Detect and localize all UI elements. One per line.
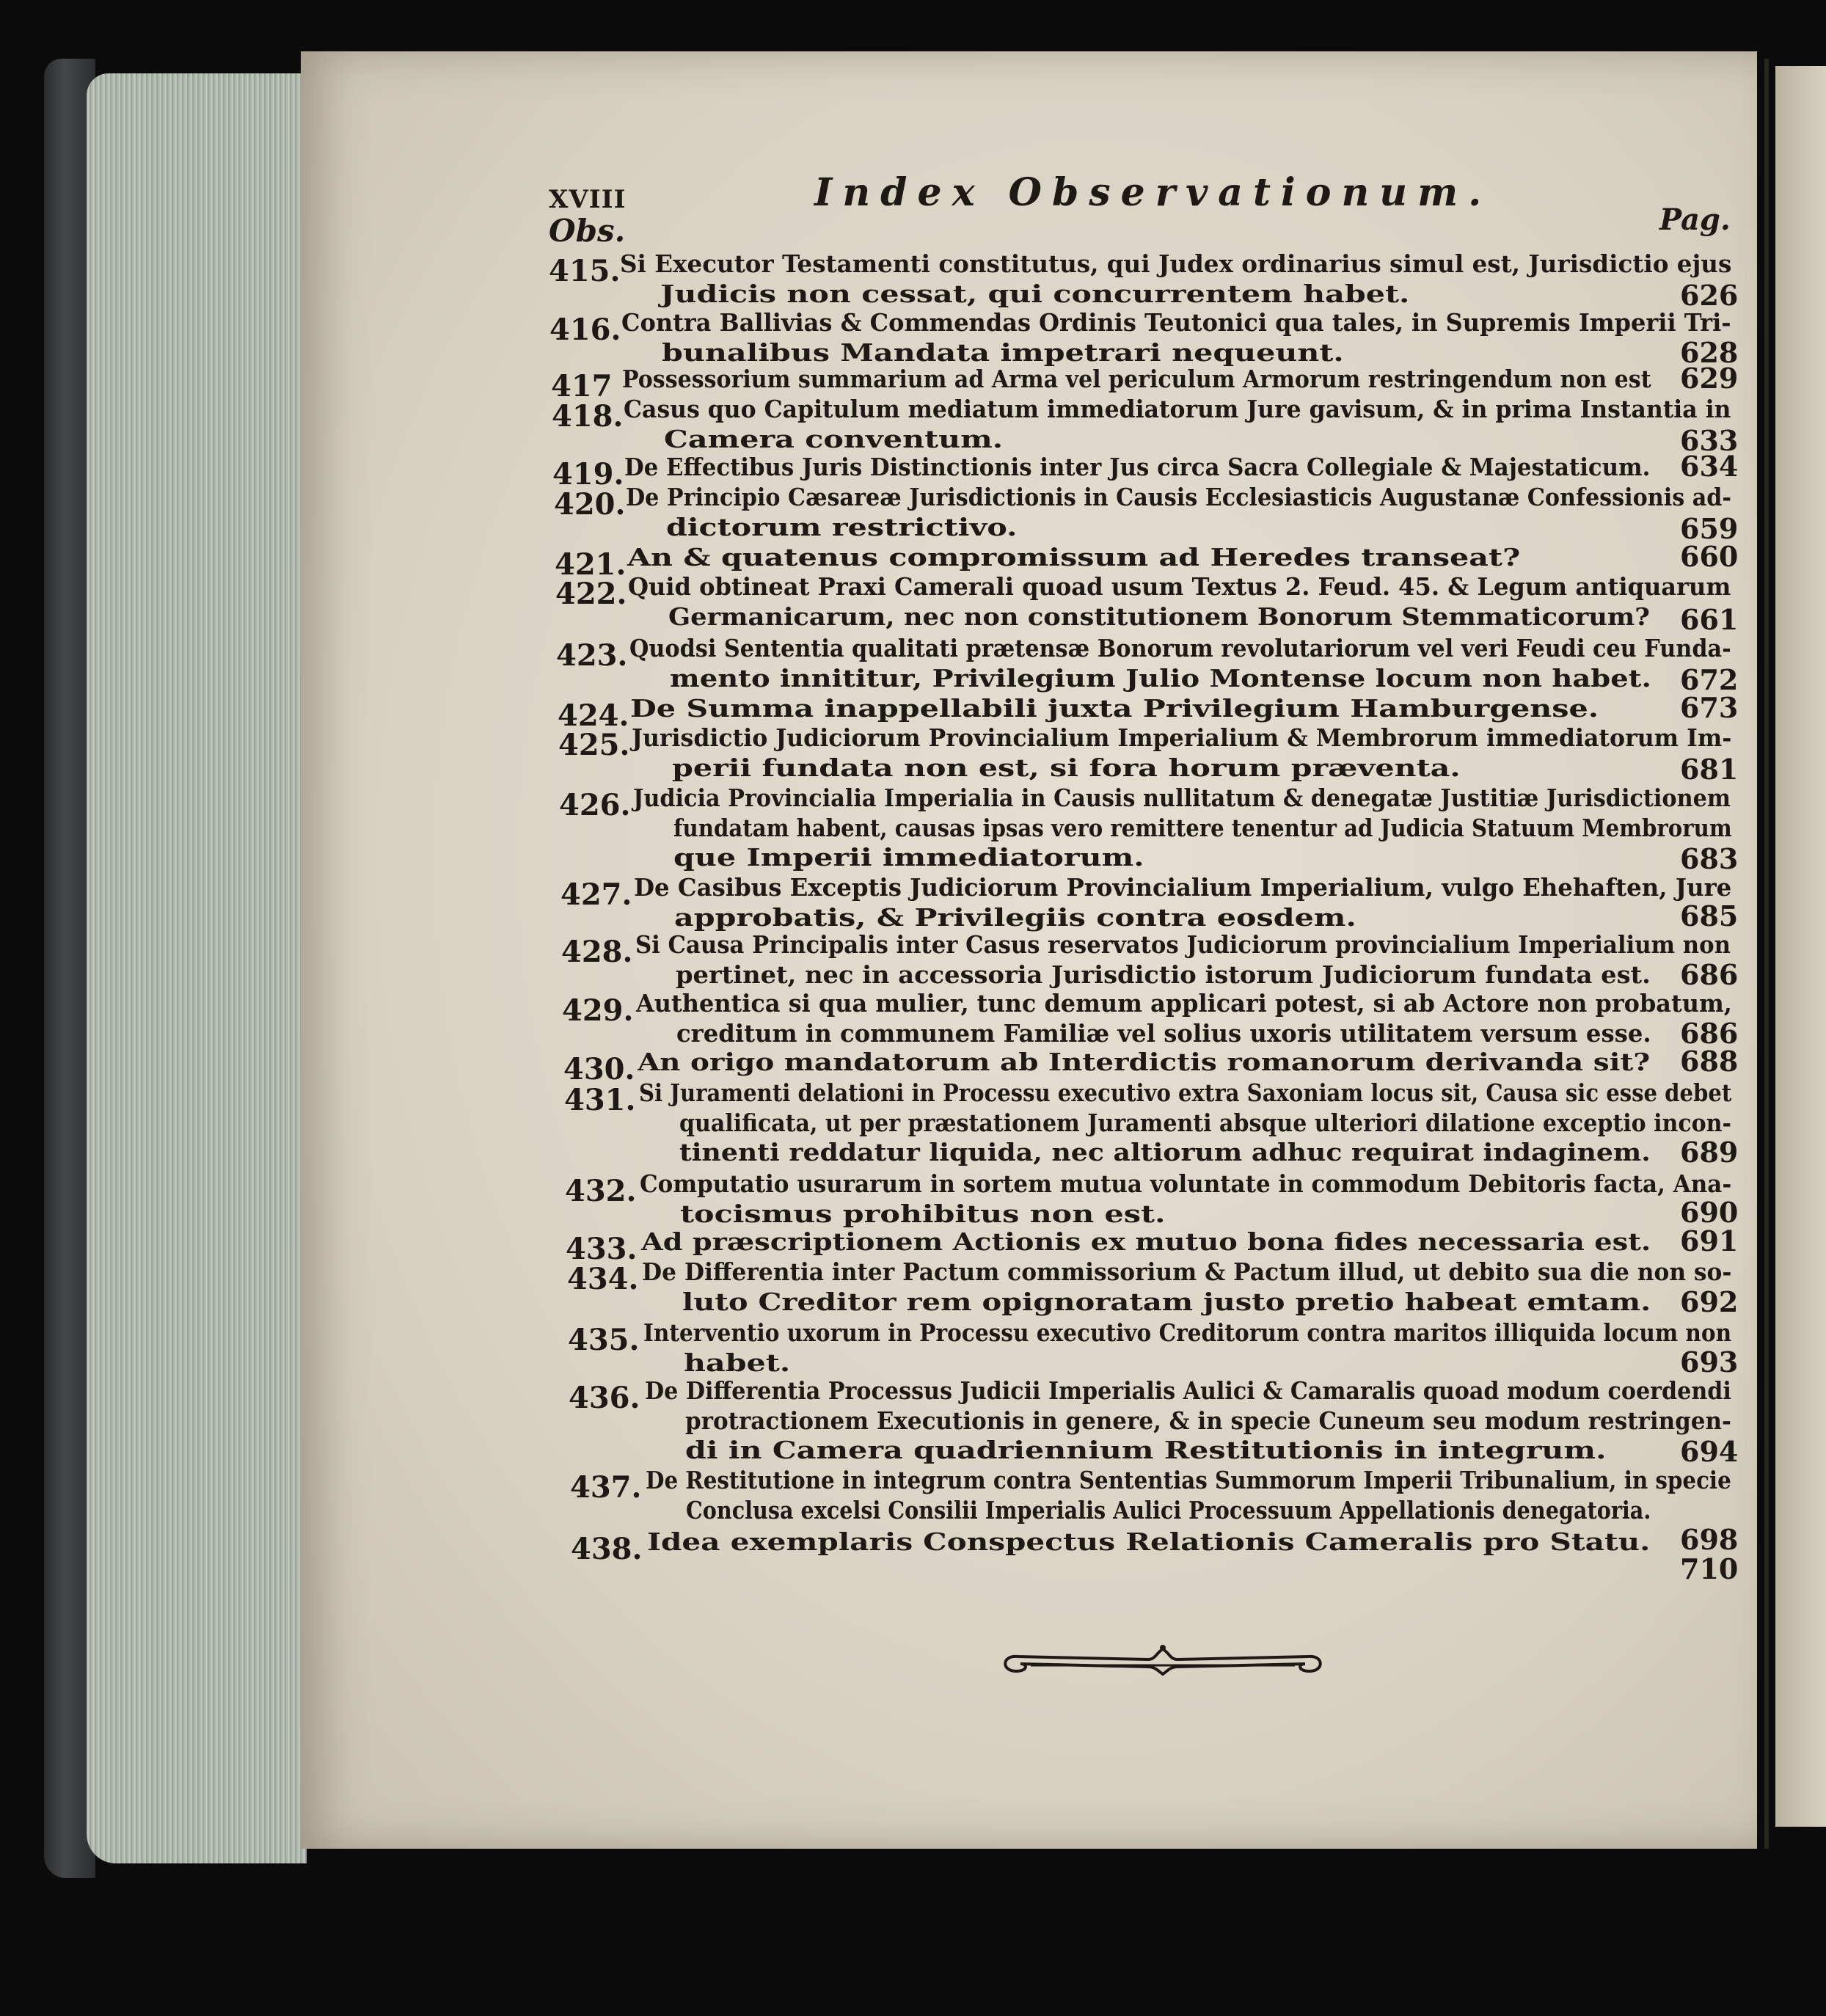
entry-number: 432. xyxy=(565,1174,637,1208)
entry-number: 428. xyxy=(561,935,633,969)
entry-page-number: 694 xyxy=(1680,1435,1739,1468)
entry-page-number: 683 xyxy=(1680,842,1739,875)
entry-number: 417 xyxy=(551,369,613,403)
page-numeral: XVIII xyxy=(549,185,627,214)
entry-page-number: 698 xyxy=(1680,1523,1739,1556)
entry-number: 426. xyxy=(559,788,631,822)
entry-text-line: Si Causa Principalis inter Casus reservatos Judiciorum provincialium Imperialium non xyxy=(635,930,1731,959)
entry-page-number: 692 xyxy=(1680,1285,1739,1318)
entry-page-number: 689 xyxy=(1680,1136,1739,1169)
entry-page-number: 626 xyxy=(1680,279,1739,312)
entry-number: 419. xyxy=(552,457,624,492)
entry-page-number: 686 xyxy=(1680,958,1739,991)
entry-page-number: 673 xyxy=(1680,691,1739,724)
entry-page-number: 661 xyxy=(1680,603,1739,636)
obs-column-label: Obs. xyxy=(549,213,626,249)
entry-text-line: De Differentia inter Pactum commissorium & Pactum illud, ut debito sua die non so- xyxy=(642,1257,1732,1286)
entry-text-line: An & quatenus compromissum ad Heredes transeat? xyxy=(627,543,1521,571)
entry-page-number: 633 xyxy=(1680,424,1739,457)
entry-text-line: Camera conventum. xyxy=(664,424,1004,453)
entry-text-line: dictorum restrictivo. xyxy=(666,512,1018,541)
entry-text-line: De Summa inappellabili juxta Privilegium Hamburgense. xyxy=(630,694,1599,723)
entry-text-line: Germanicarum, nec non constitutionem Bonorum Stemmaticorum? xyxy=(668,602,1650,631)
entry-number: 437. xyxy=(570,1470,642,1505)
entry-text-line: approbatis, & Privilegiis contra eosdem. xyxy=(674,902,1356,932)
entry-page-number: 659 xyxy=(1680,512,1739,545)
entry-page-number: 685 xyxy=(1680,899,1739,932)
entry-text-line: Quid obtineat Praxi Camerali quoad usum Textus 2. Feud. 45. & Legum antiquarum xyxy=(628,572,1731,601)
entry-text-line: Computatio usurarum in sortem mutua voluntate in commodum Debitoris facta, Ana- xyxy=(640,1169,1732,1198)
entry-number: 431. xyxy=(564,1083,636,1117)
entry-text-line: An origo mandatorum ab Interdictis romanorum derivanda sit? xyxy=(638,1048,1651,1076)
entry-text-line: habet. xyxy=(684,1348,791,1377)
entry-page-number: 688 xyxy=(1680,1045,1739,1078)
entry-page-number: 672 xyxy=(1680,663,1739,696)
entry-text-line: Jurisdictio Judiciorum Provincialium Imperialium & Membrorum immediatorum Im- xyxy=(632,723,1732,752)
entry-text-line: Quodsi Sententia qualitati prætensæ Bonorum revolutariorum vel veri Feudi ceu Funda- xyxy=(629,634,1731,662)
entry-number: 429. xyxy=(562,993,634,1028)
entry-text-line: Conclusa excelsi Consilii Imperialis Aulici Processuum Appellationis denegatoria. xyxy=(686,1495,1651,1524)
entry-text-line: creditum in communem Familiæ vel solius uxoris utilitatem versum esse. xyxy=(676,1018,1651,1048)
entry-text-line: que Imperii immediatorum. xyxy=(673,843,1144,872)
entry-text-line: De Effectibus Juris Distinctionis inter Jus circa Sacra Collegiale & Majestaticum. xyxy=(624,453,1651,481)
entry-text-line: Judicis non cessat, qui concurrentem habet. xyxy=(660,279,1410,308)
entry-number: 438. xyxy=(571,1532,643,1566)
entry-page-number: 660 xyxy=(1680,540,1739,573)
entry-number: 425. xyxy=(558,728,630,762)
entry-text-line: Ad præscriptionem Actionis ex mutuo bona fides necessaria est. xyxy=(641,1227,1651,1256)
entry-text-line: De Casibus Exceptis Judiciorum Provincialium Imperialium, vulgo Ehehaften, Jure xyxy=(634,873,1732,902)
entry-number: 415. xyxy=(549,254,621,288)
entry-number: 424. xyxy=(558,698,629,733)
entry-number: 427. xyxy=(560,877,632,912)
entry-page-number: 681 xyxy=(1680,753,1739,786)
entry-page-number: 628 xyxy=(1680,336,1739,369)
entry-text-line: Possessorium summarium ad Arma vel periculum Armorum restringendum non est xyxy=(622,365,1651,393)
entry-text-line: luto Creditor rem opignoratam justo pretio habeat emtam. xyxy=(682,1287,1651,1316)
entry-number: 421. xyxy=(555,547,627,582)
entry-text-line: De Principio Cæsareæ Jurisdictionis in Causis Ecclesiasticis Augustanæ Confessionis ad- xyxy=(626,483,1731,511)
entry-number: 423. xyxy=(556,638,628,673)
entry-number: 422. xyxy=(555,577,627,611)
entry-text-line: bunalibus Mandata impetrari nequeunt. xyxy=(662,337,1344,367)
entry-text-line: Si Juramenti delationi in Processu executivo extra Saxoniam locus sit, Causa sic esse debet xyxy=(639,1078,1732,1107)
entry-text-line: De Differentia Processus Judicii Imperialis Aulici & Camaralis quoad modum coerdendi xyxy=(645,1376,1731,1405)
page-title: Index Observationum. xyxy=(814,170,1492,215)
entry-text-line: De Restitutione in integrum contra Sententias Summorum Imperii Tribunalium, in specie xyxy=(646,1466,1731,1494)
entry-number: 433. xyxy=(566,1232,638,1266)
entry-page-number: 691 xyxy=(1680,1224,1739,1257)
entry-text-line: Judicia Provincialia Imperialia in Causis nullitatum & denegatæ Justitiæ Jurisdictionem xyxy=(633,784,1731,812)
entry-number: 420. xyxy=(554,487,626,522)
entry-text-line: mento innititur, Privilegium Julio Montense locum non habet. xyxy=(670,663,1651,693)
entry-page-number: 629 xyxy=(1680,362,1739,395)
entry-page-number: 693 xyxy=(1680,1345,1739,1378)
entry-text-line: Si Executor Testamenti constitutus, qui Judex ordinarius simul est, Jurisdictio ejus xyxy=(620,249,1732,278)
entry-text-line: fundatam habent, causas ipsas vero remittere tenentur ad Judicia Statuum Membrorum xyxy=(673,813,1732,842)
entry-text-line: tocismus prohibitus non est. xyxy=(680,1199,1166,1228)
entry-page-number: 686 xyxy=(1680,1017,1739,1050)
entry-page-number: 710 xyxy=(1680,1552,1739,1585)
entry-page-number: 690 xyxy=(1680,1196,1739,1229)
entry-number: 434. xyxy=(567,1262,639,1296)
entry-text-line: tinenti reddatur liquida, nec altiorum adhuc requirat indaginem. xyxy=(679,1138,1651,1166)
entry-text-line: perii fundata non est, si fora horum præventa. xyxy=(672,753,1461,782)
entry-number: 418. xyxy=(552,399,624,434)
entry-text-line: protractionem Executionis in genere, & in specie Cuneum seu modum restringen- xyxy=(685,1406,1731,1435)
ornament-icon xyxy=(1001,1642,1324,1693)
entry-number: 435. xyxy=(568,1323,640,1357)
entry-page-number: 634 xyxy=(1680,450,1739,483)
entry-text-line: Contra Ballivias & Commendas Ordinis Teutonici qua tales, in Supremis Imperii Tri- xyxy=(621,308,1731,337)
entry-text-line: Casus quo Capitulum mediatum immediatorum Jure gavisum, & in prima Instantia in xyxy=(624,395,1731,423)
entry-text-line: pertinet, nec in accessoria Jurisdictio istorum Judiciorum fundata est. xyxy=(676,960,1651,989)
entry-text-line: qualificata, ut per præstationem Juramenti absque ulteriori dilatione exceptio incon- xyxy=(679,1108,1731,1137)
entry-number: 416. xyxy=(549,313,621,347)
entry-text-line: di in Camera quadriennium Restitutionis in integrum. xyxy=(685,1436,1607,1464)
entry-text-line: Idea exemplaris Conspectus Relationis Cameralis pro Statu. xyxy=(647,1527,1651,1556)
entry-number: 430. xyxy=(563,1052,635,1086)
pag-column-label: Pag. xyxy=(1659,202,1731,237)
entry-number: 436. xyxy=(569,1381,640,1415)
entry-text-line: Authentica si qua mulier, tunc demum applicari potest, si ab Actore non probatum, xyxy=(636,989,1732,1018)
entry-text-line: Interventio uxorum in Processu executivo Creditorum contra maritos illiquida locum non xyxy=(643,1318,1732,1347)
